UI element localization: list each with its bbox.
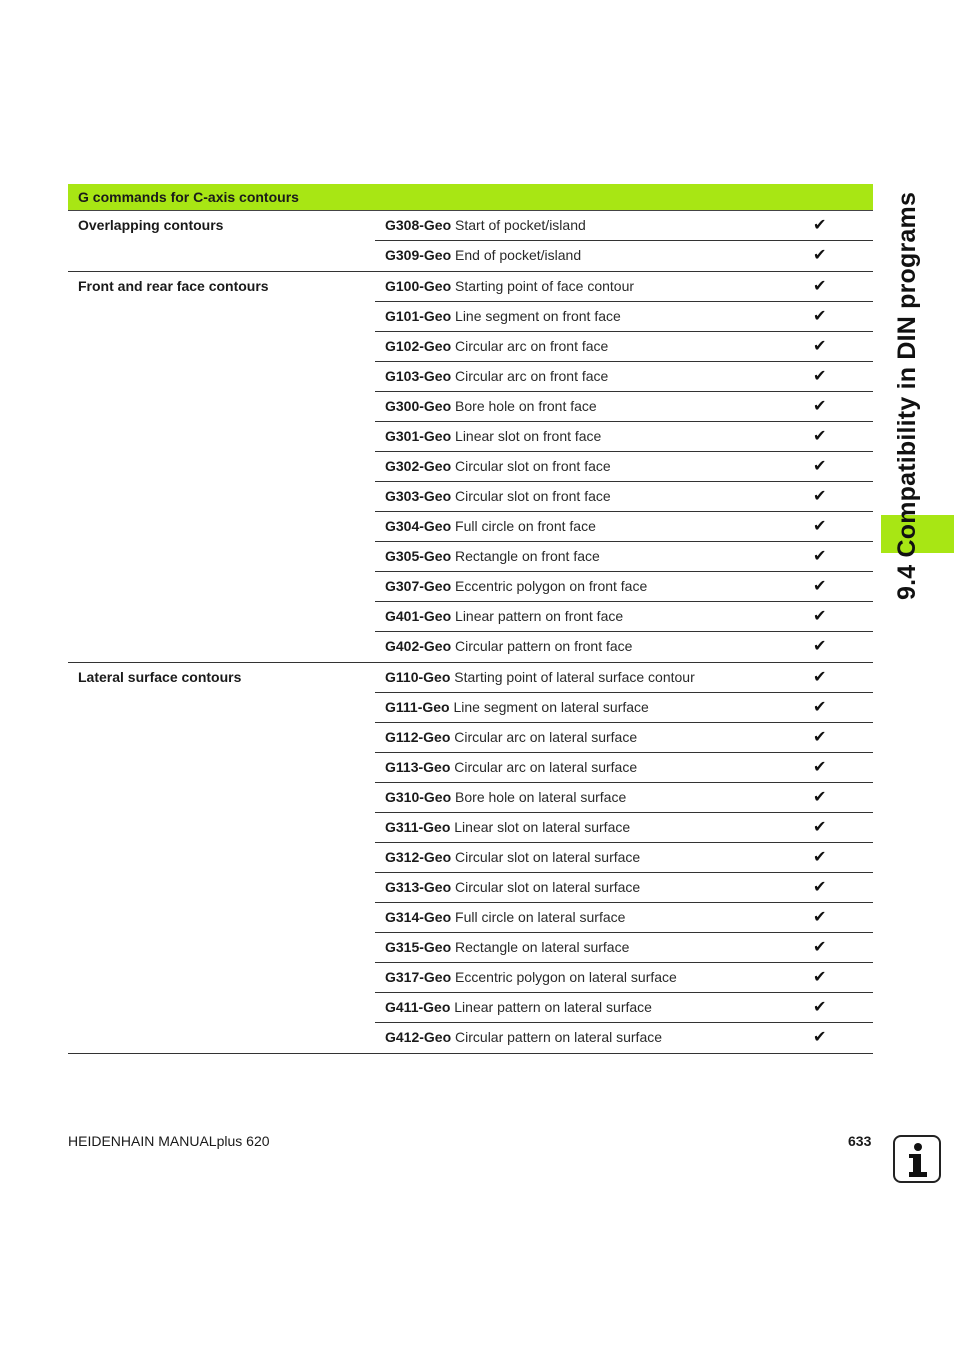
- command-cell: [385, 1023, 662, 1052]
- checkmark-icon: ✔: [813, 819, 827, 836]
- checkmark-icon: ✔: [813, 308, 827, 325]
- section-title: 9.4 Compatibility in DIN programs: [893, 191, 921, 600]
- table-group: [68, 272, 873, 663]
- command-description: Linear slot on front face: [455, 428, 602, 444]
- command-cell: [385, 241, 581, 270]
- command-description: Starting point of lateral surface contour: [454, 669, 695, 685]
- command-description: Full circle on lateral surface: [455, 909, 626, 925]
- checkmark-icon: ✔: [813, 488, 827, 505]
- footer-manual-suffix: plus 620: [216, 1133, 270, 1149]
- command-description: Start of pocket/island: [455, 217, 586, 233]
- command-description: Circular pattern on front face: [455, 638, 633, 654]
- command-description: Line segment on lateral surface: [453, 699, 649, 715]
- checkmark-icon: ✔: [813, 939, 827, 956]
- table-row: [375, 452, 873, 482]
- table-body: [68, 211, 873, 1054]
- checkmark-icon: ✔: [813, 999, 827, 1016]
- table-row: [375, 512, 873, 542]
- command-code: G110-Geo: [385, 669, 451, 685]
- checkmark-icon: ✔: [813, 458, 827, 475]
- command-cell: [385, 482, 611, 511]
- table-group: [68, 663, 873, 1054]
- command-code: G102-Geo: [385, 338, 452, 354]
- command-code: G317-Geo: [385, 969, 452, 985]
- table-row: [375, 572, 873, 602]
- group-rows: [375, 211, 873, 271]
- table-row: [375, 933, 873, 963]
- command-description: Eccentric polygon on front face: [455, 578, 648, 594]
- command-description: Rectangle on front face: [455, 548, 600, 564]
- command-cell: [385, 332, 608, 361]
- command-description: End of pocket/island: [455, 247, 582, 263]
- checkmark-icon: ✔: [813, 909, 827, 926]
- table-row: [375, 241, 873, 271]
- checkmark-icon: ✔: [813, 398, 827, 415]
- table-row: [375, 302, 873, 332]
- command-description: Rectangle on lateral surface: [455, 939, 630, 955]
- table-group: [68, 211, 873, 272]
- command-description: Circular arc on front face: [455, 368, 609, 384]
- checkmark-icon: ✔: [813, 879, 827, 896]
- command-description: Eccentric polygon on lateral surface: [455, 969, 677, 985]
- command-description: Circular arc on lateral surface: [454, 759, 638, 775]
- command-code: G310-Geo: [385, 789, 452, 805]
- command-cell: [385, 422, 601, 451]
- table-row: [375, 332, 873, 362]
- command-description: Linear pattern on front face: [455, 608, 624, 624]
- group-label: Front and rear face contours: [78, 278, 269, 294]
- command-code: G311-Geo: [385, 819, 451, 835]
- command-cell: [385, 693, 649, 722]
- table-header: G commands for C-axis contours: [68, 184, 873, 211]
- command-cell: [385, 302, 621, 331]
- checkmark-icon: ✔: [813, 338, 827, 355]
- command-code: G402-Geo: [385, 638, 452, 654]
- group-label: Lateral surface contours: [78, 669, 242, 685]
- table-row: [375, 602, 873, 632]
- command-code: G303-Geo: [385, 488, 452, 504]
- checkmark-icon: ✔: [813, 1029, 827, 1046]
- commands-table: [68, 184, 873, 1054]
- table-row: [375, 392, 873, 422]
- command-code: G100-Geo: [385, 278, 452, 294]
- table-row: [375, 272, 873, 302]
- command-code: G313-Geo: [385, 879, 452, 895]
- checkmark-icon: ✔: [813, 278, 827, 295]
- command-description: Circular arc on lateral surface: [454, 729, 638, 745]
- command-description: Circular slot on front face: [455, 458, 611, 474]
- checkmark-icon: ✔: [813, 849, 827, 866]
- command-description: Circular slot on lateral surface: [455, 879, 641, 895]
- command-cell: [385, 783, 626, 812]
- group-label: Overlapping contours: [78, 217, 224, 233]
- command-description: Circular arc on front face: [455, 338, 609, 354]
- command-cell: [385, 632, 632, 661]
- table-row: [375, 482, 873, 512]
- command-code: G112-Geo: [385, 729, 451, 745]
- table-row: [375, 993, 873, 1023]
- command-cell: [385, 572, 647, 601]
- group-rows: [375, 272, 873, 662]
- table-row: [375, 753, 873, 783]
- command-description: Full circle on front face: [455, 518, 596, 534]
- command-cell: [385, 663, 695, 692]
- table-row: [375, 843, 873, 873]
- command-cell: [385, 963, 677, 992]
- command-code: G308-Geo: [385, 217, 452, 233]
- checkmark-icon: ✔: [813, 217, 827, 234]
- info-icon: [893, 1135, 941, 1183]
- command-code: G411-Geo: [385, 999, 451, 1015]
- command-code: G314-Geo: [385, 909, 452, 925]
- footer-manual-prefix: HEIDENHAIN MANUAL: [68, 1133, 217, 1149]
- command-code: G305-Geo: [385, 548, 452, 564]
- command-description: Starting point of face contour: [455, 278, 635, 294]
- command-code: G301-Geo: [385, 428, 452, 444]
- command-code: G101-Geo: [385, 308, 452, 324]
- table-row: [375, 903, 873, 933]
- table-row: [375, 632, 873, 662]
- command-code: G103-Geo: [385, 368, 452, 384]
- command-cell: [385, 933, 629, 962]
- command-code: G412-Geo: [385, 1029, 452, 1045]
- command-cell: [385, 903, 625, 932]
- command-code: G312-Geo: [385, 849, 452, 865]
- table-row: [375, 663, 873, 693]
- command-description: Circular slot on front face: [455, 488, 611, 504]
- footer-manual-name: [68, 1133, 270, 1149]
- checkmark-icon: ✔: [813, 247, 827, 264]
- checkmark-icon: ✔: [813, 729, 827, 746]
- command-description: Linear slot on lateral surface: [454, 819, 631, 835]
- table-row: [375, 542, 873, 572]
- command-cell: [385, 452, 611, 481]
- checkmark-icon: ✔: [813, 699, 827, 716]
- table-row: [375, 1023, 873, 1053]
- group-rows: [375, 663, 873, 1053]
- command-code: G309-Geo: [385, 247, 452, 263]
- table-row: [375, 211, 873, 241]
- command-code: G307-Geo: [385, 578, 452, 594]
- checkmark-icon: ✔: [813, 638, 827, 655]
- command-description: Circular pattern on lateral surface: [455, 1029, 663, 1045]
- command-cell: [385, 723, 637, 752]
- command-code: G300-Geo: [385, 398, 452, 414]
- command-code: G111-Geo: [385, 699, 450, 715]
- page-number: 633: [848, 1133, 872, 1149]
- command-cell: [385, 211, 586, 240]
- command-code: G113-Geo: [385, 759, 451, 775]
- command-cell: [385, 512, 596, 541]
- command-code: G401-Geo: [385, 608, 452, 624]
- table-row: [375, 422, 873, 452]
- table-row: [375, 693, 873, 723]
- command-cell: [385, 813, 630, 842]
- command-cell: [385, 272, 634, 301]
- checkmark-icon: ✔: [813, 518, 827, 535]
- table-row: [375, 362, 873, 392]
- command-code: G304-Geo: [385, 518, 452, 534]
- command-description: Bore hole on front face: [455, 398, 597, 414]
- table-row: [375, 783, 873, 813]
- command-cell: [385, 362, 608, 391]
- checkmark-icon: ✔: [813, 578, 827, 595]
- command-description: Circular slot on lateral surface: [455, 849, 641, 865]
- command-code: G315-Geo: [385, 939, 452, 955]
- command-cell: [385, 602, 623, 631]
- command-cell: [385, 873, 640, 902]
- checkmark-icon: ✔: [813, 669, 827, 686]
- command-cell: [385, 392, 597, 421]
- checkmark-icon: ✔: [813, 969, 827, 986]
- command-cell: [385, 993, 652, 1022]
- command-description: Bore hole on lateral surface: [455, 789, 627, 805]
- command-code: G302-Geo: [385, 458, 452, 474]
- command-description: Linear pattern on lateral surface: [454, 999, 652, 1015]
- command-cell: [385, 542, 600, 571]
- table-row: [375, 723, 873, 753]
- command-cell: [385, 843, 640, 872]
- table-row: [375, 963, 873, 993]
- checkmark-icon: ✔: [813, 789, 827, 806]
- checkmark-icon: ✔: [813, 759, 827, 776]
- checkmark-icon: ✔: [813, 368, 827, 385]
- command-cell: [385, 753, 637, 782]
- checkmark-icon: ✔: [813, 428, 827, 445]
- checkmark-icon: ✔: [813, 608, 827, 625]
- table-row: [375, 873, 873, 903]
- table-row: [375, 813, 873, 843]
- command-description: Line segment on front face: [455, 308, 621, 324]
- checkmark-icon: ✔: [813, 548, 827, 565]
